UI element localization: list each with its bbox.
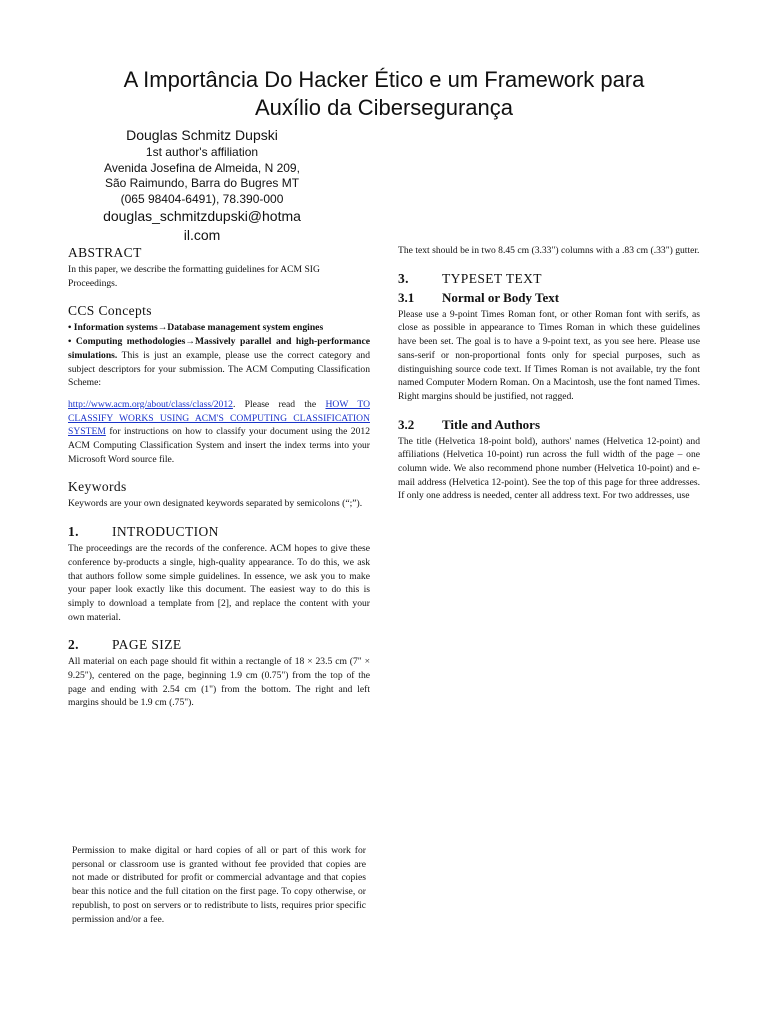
page-size-title: PAGE SIZE [112, 637, 182, 653]
title-authors-title: Title and Authors [442, 416, 541, 432]
abstract-text: In this paper, we describe the formatting guidelines for ACM SIG Proceedings. [68, 264, 320, 289]
author-address-2: São Raimundo, Barra do Bugres MT [104, 176, 300, 190]
columns-note: The text should be in two 8.45 cm (3.33") columns with a .83 cm (.33") gutter. [398, 245, 700, 256]
author-affiliation: 1st author's affiliation [145, 145, 259, 159]
normal-body-heading [398, 289, 700, 306]
acm-class-link[interactable]: http://www.acm.org/about/class/class/2012 [68, 398, 233, 410]
title-authors-text: The title (Helvetica 18-point bold), authors' names (Helvetica 12-point) and affiliations (Helvetica 10-point) run across the full width of the page – one column wide. We also recommend phone number (Helvetica 10-point) and e-mail address (Helvetica 12-point). See the top of this page for three addresses. If only one address is needed, center all address text. For two addresses, use [398, 435, 700, 502]
author-phone: (065 98404-6491), 78.390-000 [120, 191, 284, 206]
intro-text: The proceedings are the records of the conference. ACM hopes to give these conference by-products a single, high-quality appearance. To do this, we ask that authors follow some simple guidelines. In essence, we ask you to make your paper look exactly like this document. The easiest way to do this is simply to download a template from [2], and replace the content with your own material. [68, 543, 370, 623]
title-authors-number: 3.2 [398, 416, 415, 432]
title-authors-heading [398, 416, 700, 433]
abstract-heading: ABSTRACT [68, 245, 142, 260]
intro-title: INTRODUCTION [112, 524, 219, 540]
how-to-classify-link[interactable]: HOW TO CLASSIFY WORKS USING ACM'S COMPUTING CLASSIFICATION SYSTEM [68, 398, 370, 438]
title-line-2: Auxílio da Cibersegurança [254, 95, 514, 120]
author-address-1: Avenida Josefina de Almeida, N 209, [104, 160, 300, 175]
author-email-2: il.com [183, 227, 221, 243]
intro-number: 1. [68, 524, 79, 540]
author-name: Douglas Schmitz Dupski [126, 127, 278, 143]
ccs-link-paragraph [68, 398, 370, 467]
page-size-number: 2. [68, 637, 79, 653]
permission-notice: Permission to make digital or hard copies of all or part of this work for personal or classroom use is granted without fee provided that copies are not made or distributed for profit or commercial advantage and that copies bear this notice and the full citation on the first page. To copy otherwise, or republish, to post on servers or to redistribute to lists, requires prior specific permission and/or a fee. [72, 845, 366, 925]
ccs-bullet-1 [68, 321, 370, 335]
ccs-text-2: . Please read the [232, 398, 326, 410]
ccs-paragraph [68, 335, 370, 390]
right-column [398, 244, 700, 503]
page-size-text: All material on each page should fit within a rectangle of 18 × 23.5 cm (7" × 9.25"), centered on the page, beginning 1.9 cm (0.75") from the top of the page and ending with 2.54 cm (1") from the bottom. The right and left margins should be 1.9 cm (.75"). [68, 656, 370, 709]
ccs-text-1: This is just an example, please use the correct category and subject descriptors for your submission. The ACM Computing Classification Scheme: [68, 349, 370, 389]
normal-body-title: Normal or Body Text [442, 289, 560, 305]
typeset-heading [398, 270, 700, 287]
left-column [68, 244, 370, 710]
paper-title [60, 66, 708, 122]
ccs-bullet-2-text: • Computing methodologies→Massively parallel and high-performance simulations. [68, 336, 370, 361]
normal-body-text: Please use a 9-point Times Roman font, or other Roman font with serifs, as close as possible in appearance to Times Roman in which these guidelines have been set. The goal is to have a 9-point text, as you see here. Please use sans-serif or non-proportional fonts only for special purposes, such as distinguishing source code text. If Times Roman is not available, try the font named Computer Modern Roman. On a Macintosh, use the font named Times. Right margins should be justified, not ragged. [398, 308, 700, 402]
typeset-title: TYPESET TEXT [442, 270, 542, 286]
author-email-1: douglas_schmitzdupski@hotma [103, 208, 301, 224]
keywords-text: Keywords are your own designated keywords separated by semicolons (“;”). [68, 498, 363, 510]
intro-heading [68, 523, 370, 540]
author-block [60, 126, 344, 245]
typeset-number: 3. [398, 270, 409, 286]
keywords-heading: Keywords [68, 479, 127, 495]
normal-body-number: 3.1 [398, 289, 415, 305]
page-size-heading [68, 636, 370, 653]
ccs-heading: CCS Concepts [68, 303, 152, 319]
ccs-text-3: for instructions on how to classify your document using the 2012 ACM Computing Classification System and insert the index terms into your Microsoft Word source file. [68, 426, 370, 465]
ccs-bullet-1-text: • Information systems→Database management system engines [68, 322, 324, 334]
title-line-1: A Importância Do Hacker Ético e um Framework para [123, 67, 645, 92]
